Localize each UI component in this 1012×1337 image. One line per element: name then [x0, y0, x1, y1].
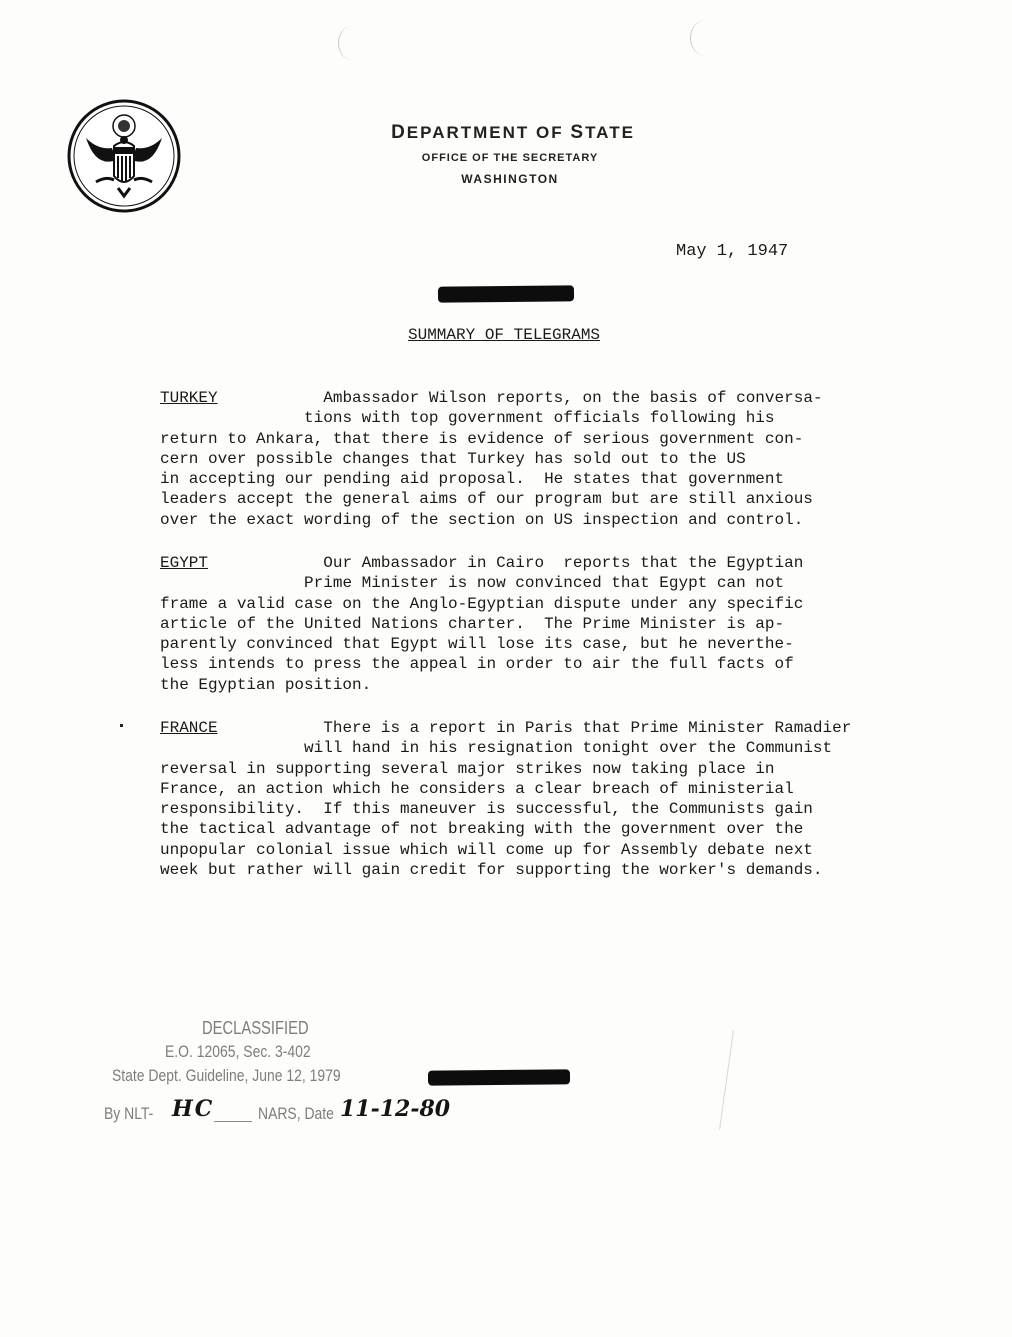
classification-redaction-bottom [428, 1069, 570, 1085]
section-heading: FRANCE [160, 719, 218, 737]
department-seal [66, 98, 182, 214]
letterhead-department: DEPARTMENT OF STATE [391, 122, 635, 143]
section-paragraph: FRANCE There is a report in Paris that Prime Minister Ramadier will hand in his resignation tonight over the Communist reversal in supporting several major strikes now taking place in France, an action which he considers a clear breach of ministerial responsibility. If this maneuver is successful, the Communists gain the tactical advantage of not breaking with the government over the unpopular colonial issue which will come up for Assembly debate next week but rather will gain credit for supporting the worker's demands. [160, 719, 852, 880]
section-paragraph: EGYPT Our Ambassador in Cairo reports that the Egyptian Prime Minister is now convinced that Egypt can not frame a valid case on the Anglo-Egyptian dispute under any specific article of the United Nations charter. The Prime Minister is ap- parently convinced that Egypt will lose its case, but he neverthe- less intends to press the appeal in order to air the full facts of the Egyptian position. [160, 554, 804, 694]
section-heading: EGYPT [160, 554, 209, 572]
declassified-by-initials: HC [172, 1096, 215, 1122]
scan-artifact [719, 1030, 734, 1129]
section-paragraph: TURKEY Ambassador Wilson reports, on the basis of conversa- tions with top government officials following his return to Ankara, that there is evidence of serious government con- cern over possible changes that Turkey has sold out to the US in accepting our pending aid proposal. He states that government leaders accept the general aims of our program but are still anxious over the exact wording of the section on US inspection and control. [160, 389, 823, 529]
signature-underline [214, 1121, 252, 1122]
document-date: May 1, 1947 [676, 242, 789, 261]
nars-date-label: NARS, Date [258, 1104, 334, 1123]
section-france [160, 718, 900, 880]
declassified-stamp-line3: State Dept. Guideline, June 12, 1979 [112, 1066, 341, 1085]
declassified-date-handwritten: 11-12-80 [340, 1096, 451, 1122]
section-heading: TURKEY [160, 389, 218, 407]
section-turkey [160, 388, 900, 530]
scan-artifact [338, 26, 365, 60]
scan-artifact [690, 20, 721, 56]
declassified-stamp-line1: DECLASSIFIED [202, 1018, 309, 1038]
document-title: SUMMARY OF TELEGRAMS [408, 326, 601, 344]
classification-redaction-top [438, 285, 574, 302]
letterhead-city: WASHINGTON [461, 172, 559, 186]
declassified-stamp-line2: E.O. 12065, Sec. 3-402 [165, 1042, 311, 1061]
letterhead-office: OFFICE OF THE SECRETARY [421, 152, 599, 164]
letterhead [330, 122, 690, 186]
declassified-by-label: By NLT- [104, 1104, 154, 1123]
margin-dot [120, 724, 123, 727]
section-egypt [160, 553, 900, 695]
